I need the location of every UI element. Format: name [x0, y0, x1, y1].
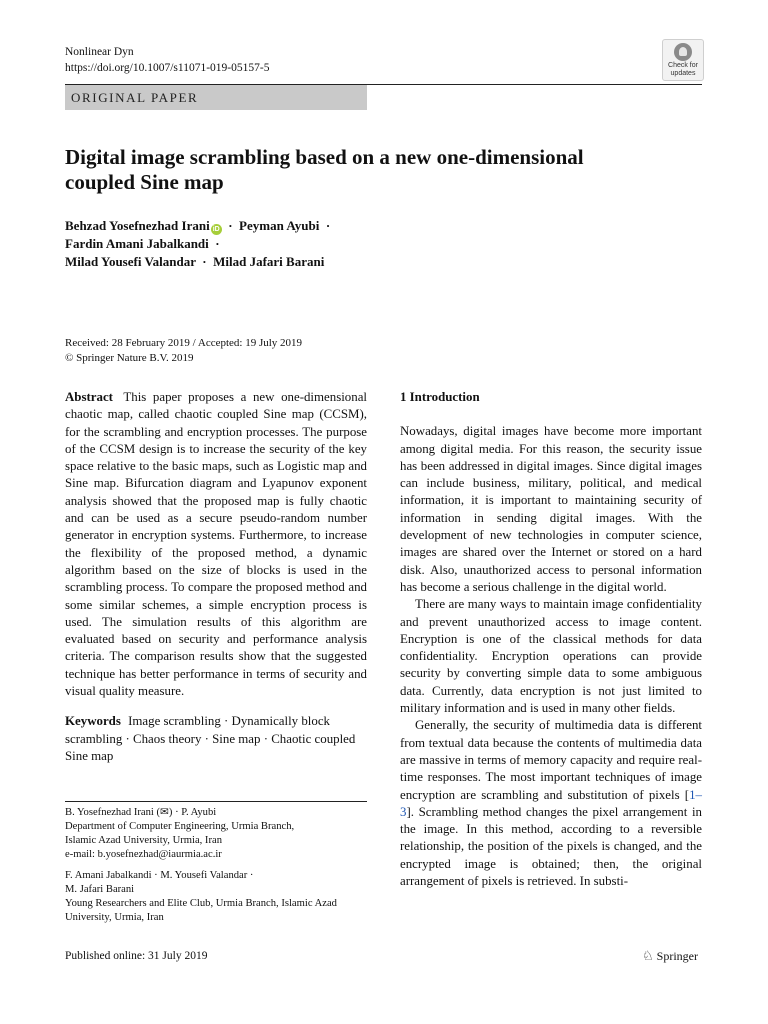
- intro-paragraph-1: Nowadays, digital images have become more important among digital media. For this reason, the security issue has been addressed in digital images. Since digital images can include business, military, political, and medical information, it is important to maintaining security of information in sending digital images. With the development of new technologies in computer science, images are shared over the Internet or stored on a hard disk. Also, unauthorized access to personal information has become a serious challenge in the digital world.: [400, 424, 702, 594]
- author-line-1: [65, 217, 685, 235]
- journal-header: [65, 44, 269, 76]
- keywords: [65, 713, 367, 765]
- keywords-label: Keywords: [65, 714, 121, 729]
- author-separator: ·: [202, 254, 207, 269]
- affiliation-institution: Islamic Azad University, Urmia, Iran: [65, 835, 222, 846]
- citation-link[interactable]: 1–3: [400, 787, 702, 819]
- springer-horse-icon: ♘: [642, 948, 654, 963]
- author-name[interactable]: Milad Yousefi Valandar: [65, 254, 196, 269]
- article-type-banner: [65, 85, 367, 110]
- right-column: [400, 389, 702, 890]
- affiliation-institution: Young Researchers and Elite Club, Urmia Branch, Islamic Azad: [65, 898, 337, 909]
- bookmark-icon: [674, 43, 692, 61]
- title-line-1: Digital image scrambling based on a new one-dimensional: [65, 145, 584, 169]
- badge-label-2: updates: [670, 70, 696, 77]
- author-separator: ·: [228, 218, 233, 233]
- affiliation-email[interactable]: e-mail: b.yosefnezhad@iaurmia.ac.ir: [65, 849, 222, 860]
- affiliation-authors: F. Amani Jabalkandi · M. Yousefi Valandar ·: [65, 870, 254, 881]
- abstract: [65, 389, 367, 700]
- author-line-2: [65, 235, 685, 253]
- affiliation-dept: Department of Computer Engineering, Urmia Branch,: [65, 821, 295, 832]
- author-list: [65, 217, 685, 271]
- article-dates: [65, 336, 302, 366]
- paper-title: [65, 145, 685, 195]
- copyright-notice: © Springer Nature B.V. 2019: [65, 352, 194, 364]
- author-name[interactable]: Milad Jafari Barani: [213, 254, 325, 269]
- paragraph-text: Generally, the security of multimedia data is different from textual data because the contents of multimedia data are massive in terms of memory capacity and require real-time responses. The most important techniques of image encryption are scrambling and substitution of pixels [: [400, 718, 702, 802]
- abstract-label: Abstract: [65, 390, 113, 404]
- author-name[interactable]: Peyman Ayubi: [239, 218, 320, 233]
- orcid-icon[interactable]: iD: [212, 226, 220, 233]
- abstract-text: This paper proposes a new one-dimensional chaotic map, called chaotic coupled Sine map (CCSM), for the scrambling and encryption processes. The purpose of the CCSM design is to increase the security of the key space relative to the basic maps, such as Logistic map and Sine map. Bifurcation diagram and Lyapunov exponent analysis showed that the proposed map is fully chaotic and can be used as a secure pseudo-random number generator in encryption systems. Furthermore, to increase the flexibility of the proposed method, a dynamic algorithm based on the size of blocks is used in the scrambling process. To compare the proposed method and some similar schemes, a simple encryption process is used. The simulation results of this algorithm are evaluated based on security and performance analysis criteria. The comparison results show that the suggested technique has better performance in terms of security and visual quality measure.: [65, 390, 367, 699]
- article-type-label: ORIGINAL PAPER: [71, 90, 199, 105]
- section-heading: 1 Introduction: [400, 390, 480, 404]
- check-for-updates-badge[interactable]: [662, 39, 704, 81]
- author-separator: ·: [325, 218, 331, 233]
- author-separator: ·: [215, 236, 220, 251]
- received-accepted-date: Received: 28 February 2019 / Accepted: 19 July 2019: [65, 337, 303, 349]
- keywords-text: Image scrambling · Dynamically block scrambling · Chaos theory · Sine map · Chaotic coupled Sine map: [65, 714, 356, 763]
- left-column: [65, 389, 367, 765]
- published-online-date: Published online: 31 July 2019: [65, 950, 208, 962]
- footnote-divider: [65, 801, 367, 802]
- affiliation-authors-cont: M. Jafari Barani: [65, 884, 135, 895]
- publisher-logo: [642, 948, 698, 964]
- intro-paragraph-2: There are many ways to maintain image confidentiality and prevent unauthorized access to image content. Encryption is one of the classical methods for data confidentiality. Encryption operations can provide security by converting simple data to some ambiguous data. Currently, data encryption is not just limited to military information and is used in many other fields.: [400, 597, 702, 716]
- title-line-2: coupled Sine map: [65, 170, 224, 194]
- intro-paragraph-3: [400, 717, 702, 890]
- author-name[interactable]: Behzad Yosefnezhad Irani: [65, 218, 210, 233]
- journal-name: Nonlinear Dyn: [65, 46, 134, 58]
- doi-link[interactable]: https://doi.org/10.1007/s11071-019-05157-5: [65, 62, 270, 74]
- paragraph-text: ]. Scrambling method changes the pixel arrangement in the image. In this method, according to a reversible relationship, the position of the pixels is changed, and the encrypted image is obtained; then, the original arrangement of pixels is retrieved. In substi-: [400, 804, 702, 889]
- publisher-name: Springer: [656, 949, 698, 963]
- author-line-3: [65, 253, 685, 271]
- author-affiliations: [65, 806, 367, 925]
- affiliation-authors: B. Yosefnezhad Irani (✉) · P. Ayubi: [65, 807, 217, 818]
- badge-label-1: Check for: [668, 62, 698, 69]
- author-name[interactable]: Fardin Amani Jabalkandi: [65, 236, 209, 251]
- affiliation-group-1: [65, 806, 367, 862]
- affiliation-group-2: [65, 869, 367, 925]
- affiliation-location: University, Urmia, Iran: [65, 912, 164, 923]
